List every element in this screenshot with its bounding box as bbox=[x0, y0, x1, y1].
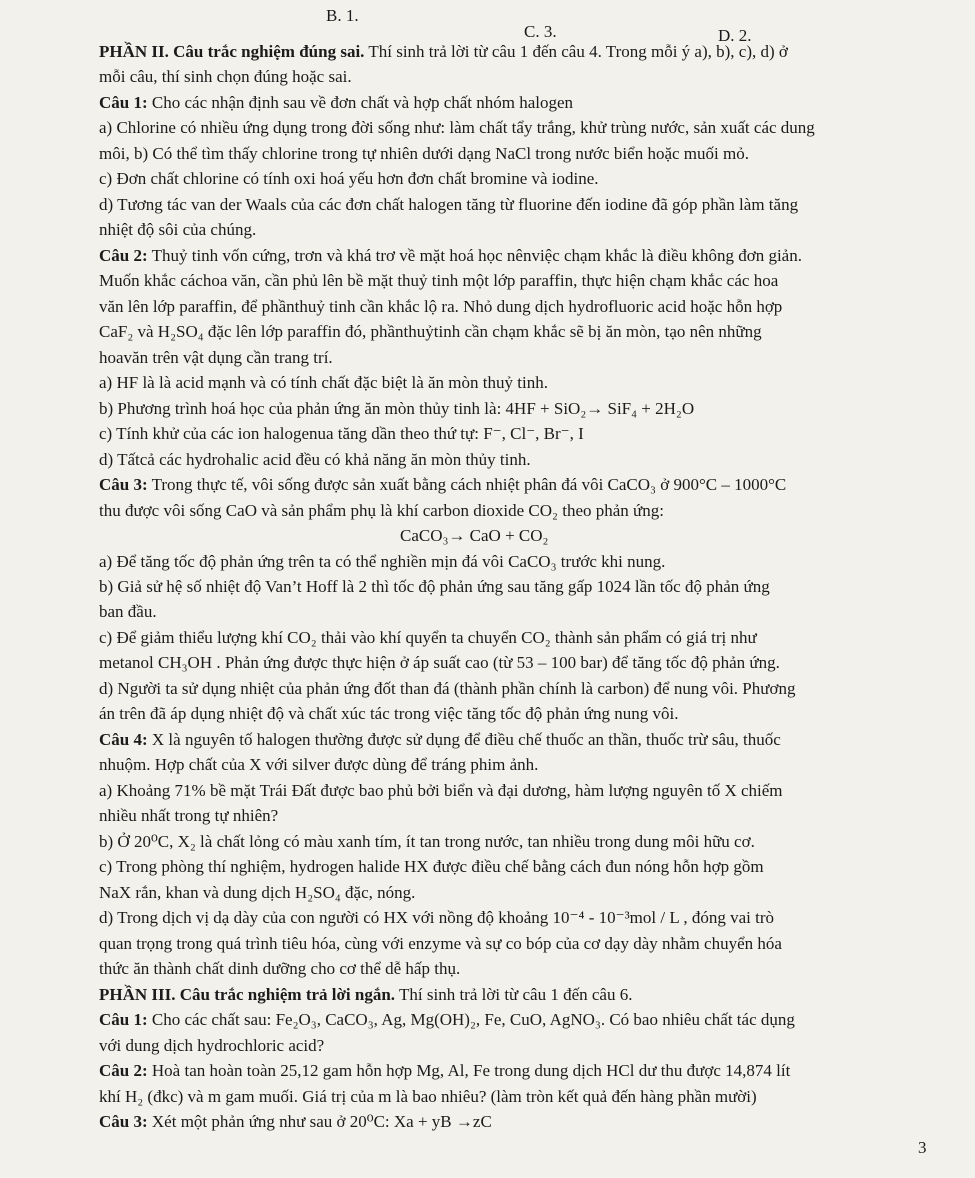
q3-option-a: a) Để tăng tốc độ phản ứng trên ta có thể nghiền mịn đá vôi CaCO₃ trước khi nung. bbox=[99, 552, 666, 571]
p3-q2-cont: khí H₂ (đkc) và m gam muối. Giá trị của m là bao nhiêu? (làm tròn kết quả đến hàng phần mười) bbox=[99, 1087, 757, 1106]
q3-option-b-cont: ban đầu. bbox=[99, 602, 157, 621]
q1-line: d) Tương tác van der Waals của các đơn chất halogen tăng từ fluorine đến iodine đã góp phần làm tăng bbox=[99, 195, 799, 214]
option-d: D. 2. bbox=[718, 26, 752, 45]
part2-intro-line2: mỗi câu, thí sinh chọn đúng hoặc sai. bbox=[99, 67, 352, 86]
q2-option-c: c) Tính khử của các ion halogenua tăng dần theo thứ tự: F⁻, Cl⁻, Br⁻, I bbox=[99, 424, 584, 443]
q4-option-d-cont: thức ăn thành chất dinh dưỡng cho cơ thể dễ hấp thụ. bbox=[99, 959, 461, 978]
q1-line: c) Đơn chất chlorine có tính oxi hoá yếu hơn đơn chất bromine và iodine. bbox=[99, 169, 599, 188]
q2-option-d: d) Tấtcả các hydrohalic acid đều có khả năng ăn mòn thủy tinh. bbox=[99, 450, 531, 469]
q2-option-a: a) HF là là acid mạnh và có tính chất đặc biệt là ăn mòn thuỷ tinh. bbox=[99, 373, 548, 392]
p3-q3: Câu 3: Xét một phản ứng như sau ở 20⁰C: Xa + yB →zC bbox=[99, 1112, 492, 1131]
q4-option-d: d) Trong dịch vị dạ dày của con người có HX với nồng độ khoảng 10⁻⁴ - 10⁻³mol / L , đóng vai trò bbox=[99, 908, 775, 927]
p3-q2-label: Câu 2: bbox=[99, 1061, 148, 1080]
part3-header bbox=[99, 985, 632, 1005]
q2-label: Câu 2: bbox=[99, 246, 148, 265]
q4-option-a-cont: nhiều nhất trong tự nhiên? bbox=[99, 806, 279, 825]
q2-option-b: b) Phương trình hoá học của phản ứng ăn mòn thủy tinh là: 4HF + SiO₂→ SiF₄ + 2H₂O bbox=[99, 399, 695, 418]
p3-q1-label: Câu 1: bbox=[99, 1010, 148, 1029]
q3-label: Câu 3: bbox=[99, 475, 148, 494]
q4-option-a: a) Khoảng 71% bề mặt Trái Đất được bao phủ bởi biển và đại dương, hàm lượng nguyên tố X chiếm bbox=[99, 781, 783, 800]
part2-intro: Thí sinh trả lời từ câu 1 đến câu 4. Trong mỗi ý a), b), c), d) ở bbox=[364, 42, 788, 61]
q2-line: Muốn khắc cáchoa văn, cần phủ lên bề mặt thuỷ tinh một lớp paraffin, thực hiện chạm khắc các hoa bbox=[99, 271, 779, 290]
q1-stem: Câu 1: Cho các nhận định sau về đơn chất và hợp chất nhóm halogen bbox=[99, 93, 574, 112]
part3-title: PHẦN III. Câu trắc nghiệm trả lời ngắn. bbox=[99, 985, 396, 1004]
part2-title: PHẦN II. Câu trắc nghiệm đúng sai. bbox=[99, 42, 365, 61]
q2-stem: Câu 2: Thuỷ tinh vốn cứng, trơn và khá trơ về mặt hoá học nênviệc chạm khắc là điều không đơn giản. bbox=[99, 246, 802, 265]
q3-stem: Câu 3: Trong thực tế, vôi sống được sản xuất bằng cách nhiệt phân đá vôi CaCO₃ ở 900°C – 1000°C bbox=[99, 475, 787, 494]
q1-line: a) Chlorine có nhiều ứng dụng trong đời sống như: làm chất tẩy trắng, khử trùng nước, sản xuất các dung bbox=[99, 118, 815, 137]
page-number: 3 bbox=[918, 1138, 927, 1157]
q4-line: nhuộm. Hợp chất của X với silver được dùng để tráng phim ảnh. bbox=[99, 755, 539, 774]
q3-option-c: c) Để giảm thiểu lượng khí CO₂ thải vào khí quyển ta chuyển CO₂ thành sản phẩm có giá trị như bbox=[99, 628, 757, 647]
p3-q1-cont: với dung dịch hydrochloric acid? bbox=[99, 1036, 325, 1055]
q2-line: CaF₂ và H₂SO₄ đặc lên lớp paraffin đó, phầnthuỷtinh cần chạm khắc sẽ bị ăn mòn, tạo nên những bbox=[99, 322, 762, 341]
q4-label: Câu 4: bbox=[99, 730, 148, 749]
q3-line: thu được vôi sống CaO và sản phẩm phụ là khí carbon dioxide CO₂ theo phản ứng: bbox=[99, 501, 664, 520]
p3-q1: Câu 1: Cho các chất sau: Fe₂O₃, CaCO₃, Ag, Mg(OH)₂, Fe, CuO, AgNO₃. Có bao nhiêu chất tác dụng bbox=[99, 1010, 795, 1029]
p3-q3-label: Câu 3: bbox=[99, 1112, 148, 1131]
q4-stem: Câu 4: X là nguyên tố halogen thường được sử dụng để điều chế thuốc an thần, thuốc trừ sâu, thuốc bbox=[99, 730, 781, 749]
q3-option-b: b) Giả sử hệ số nhiệt độ Van’t Hoff là 2 thì tốc độ phản ứng sau tăng gấp 1024 lần tốc độ phản ứng bbox=[99, 577, 770, 596]
option-b: B. 1. bbox=[326, 6, 359, 25]
part3-intro: Thí sinh trả lời từ câu 1 đến câu 6. bbox=[395, 985, 633, 1004]
q2-line: hoavăn trên vật dụng cần trang trí. bbox=[99, 348, 333, 367]
p3-q2: Câu 2: Hoà tan hoàn toàn 25,12 gam hỗn hợp Mg, Al, Fe trong dung dịch HCl dư thu được 14,874 lít bbox=[99, 1061, 791, 1080]
q3-option-d-cont: án trên đã áp dụng nhiệt độ và chất xúc tác trong việc tăng tốc độ phản ứng nung vôi. bbox=[99, 704, 679, 723]
q2-line: văn lên lớp paraffin, để phầnthuỷ tinh cần khắc lộ ra. Nhỏ dung dịch hydrofluoric acid hoặc hỗn hợp bbox=[99, 297, 783, 316]
q4-option-c: c) Trong phòng thí nghiệm, hydrogen halide HX được điều chế bằng cách đun nóng hỗn hợp gồm bbox=[99, 857, 764, 876]
q4-option-d-cont: quan trọng trong quá trình tiêu hóa, cùng với enzyme và sự co bóp của cơ dạy dày nhằm chuyển hóa bbox=[99, 934, 782, 953]
q1-label: Câu 1: bbox=[99, 93, 148, 112]
q1-line: nhiệt độ sôi của chúng. bbox=[99, 220, 257, 239]
q3-option-d: d) Người ta sử dụng nhiệt của phản ứng đốt than đá (thành phần chính là carbon) để nung vôi. Phương bbox=[99, 679, 796, 698]
option-c: C. 3. bbox=[524, 22, 557, 41]
q3-option-c-cont: metanol CH₃OH . Phản ứng được thực hiện ở áp suất cao (từ 53 – 100 bar) để tăng tốc độ phản ứng. bbox=[99, 653, 780, 672]
part2-header bbox=[99, 42, 788, 62]
q4-option-b: b) Ở 20⁰C, X₂ là chất lỏng có màu xanh tím, ít tan trong nước, tan nhiều trong dung môi hữu cơ. bbox=[99, 832, 755, 851]
q3-equation: CaCO₃→ CaO + CO₂ bbox=[400, 526, 549, 545]
q4-option-c-cont: NaX rắn, khan và dung dịch H₂SO₄ đặc, nóng. bbox=[99, 883, 416, 902]
q1-line: môi, b) Có thể tìm thấy chlorine trong tự nhiên dưới dạng NaCl trong nước biển hoặc muối mỏ. bbox=[99, 144, 749, 163]
